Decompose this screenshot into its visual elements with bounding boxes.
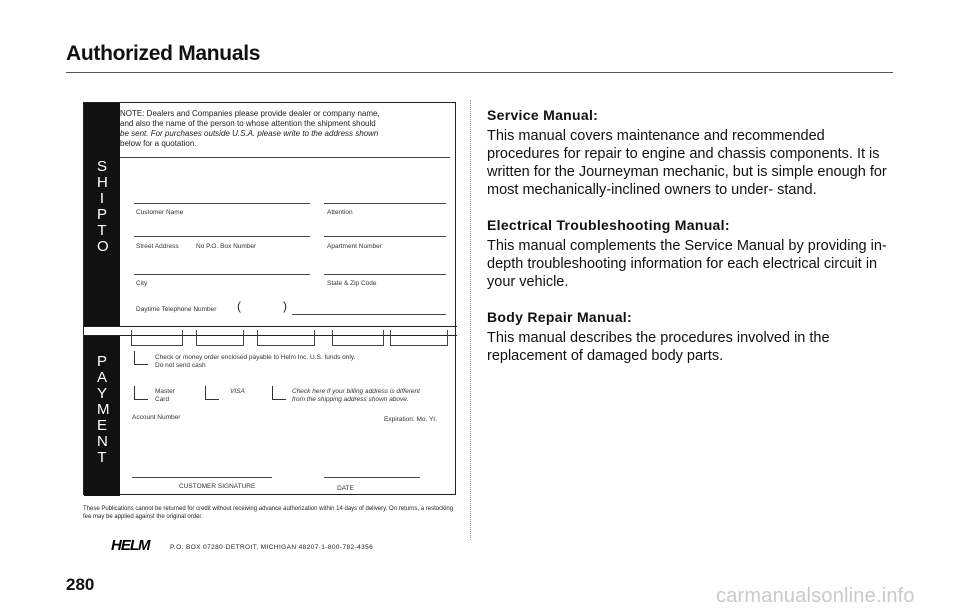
apartment-number-field[interactable]	[324, 236, 446, 237]
attention-label: Attention	[327, 209, 353, 216]
manual-descriptions	[487, 107, 897, 383]
apartment-number-label: Apartment Number	[327, 243, 382, 250]
electrical-manual-section	[487, 217, 897, 291]
electrical-manual-body: This manual complements the Service Manual by providing in-depth troubleshooting information for each electrical circuit in your vehicle.	[487, 238, 887, 290]
account-number-label: Account Number	[132, 414, 181, 421]
visa-checkbox[interactable]	[205, 386, 219, 400]
order-form	[83, 102, 456, 495]
title-rule	[66, 72, 893, 73]
daytime-phone-field[interactable]	[292, 314, 446, 315]
date-field[interactable]	[324, 477, 420, 478]
service-manual-body: This manual covers maintenance and recommended procedures for repair to engine and chassis components. It is written for the Journeyman mechanic, but is simple enough for most mechanically-inclined owners to under- stand.	[487, 128, 887, 198]
mastercard-line: Master	[155, 388, 175, 395]
check-money-order-checkbox[interactable]	[134, 351, 148, 365]
return-policy-footnote: These Publications cannot be returned for credit without receiving advance authorization within 14 days of delivery. On returns, a restocking fee may be applied against the original order.	[83, 506, 454, 520]
ship-to-band-label: SHIP TO	[97, 158, 111, 255]
payment-band	[84, 336, 120, 496]
daytime-phone-label: Daytime Telephone Number	[136, 306, 217, 313]
service-manual-section	[487, 107, 897, 199]
check-line: Check or money order enclosed payable to Helm Inc. U.S. funds only.	[155, 354, 356, 361]
customer-signature-label: CUSTOMER SIGNATURE	[179, 483, 256, 490]
mastercard-checkbox[interactable]	[134, 386, 148, 400]
body-repair-manual-section	[487, 309, 897, 365]
dealer-note	[120, 109, 450, 149]
ship-to-band	[84, 103, 120, 326]
note-line: and also the name of the person to whose attention the shipment should	[120, 119, 376, 128]
note-line: be sent. For purchases outside U.S.A. please write to the address shown	[120, 129, 379, 138]
mastercard-line: Card	[155, 396, 170, 403]
check-money-order-text	[155, 354, 355, 370]
account-number-box-1[interactable]	[131, 330, 183, 346]
mastercard-text	[155, 388, 175, 404]
state-zip-label: State & Zip Code	[327, 280, 377, 287]
body-repair-manual-heading: Body Repair Manual:	[487, 309, 632, 325]
check-line: Do not send cash	[155, 362, 206, 369]
field-line	[120, 157, 450, 158]
city-field[interactable]	[134, 274, 310, 275]
account-number-box-2[interactable]	[196, 330, 244, 346]
expiration-box[interactable]	[390, 330, 448, 346]
customer-signature-field[interactable]	[132, 477, 272, 478]
payment-section	[84, 335, 457, 496]
body-repair-manual-body: This manual describes the procedures involved in the replacement of damaged body parts.	[487, 330, 830, 364]
street-address-field[interactable]	[134, 236, 310, 237]
page-number: 280	[66, 575, 95, 594]
site-watermark: carmanualsonline.info	[716, 585, 915, 607]
area-code-open-paren: (	[237, 299, 241, 313]
column-divider	[470, 100, 471, 540]
customer-name-label: Customer Name	[136, 209, 184, 216]
page-title: Authorized Manuals	[66, 42, 261, 65]
service-manual-heading: Service Manual:	[487, 107, 599, 123]
account-number-box-4[interactable]	[332, 330, 384, 346]
attention-field[interactable]	[324, 203, 446, 204]
expiration-label: Expiration: Mo. Yr.	[384, 416, 437, 423]
visa-label: VISA	[230, 388, 245, 395]
state-zip-field[interactable]	[324, 274, 446, 275]
billing-different-checkbox[interactable]	[272, 386, 286, 400]
payment-band-label: PAYMENT	[97, 353, 110, 466]
helm-logo: HELM	[111, 537, 150, 554]
customer-name-field[interactable]	[134, 203, 310, 204]
account-number-box-3[interactable]	[257, 330, 315, 346]
ship-to-section	[84, 103, 457, 327]
billing-line: from the shipping address shown above.	[292, 396, 409, 403]
note-line: NOTE: Dealers and Companies please provide dealer or company name,	[120, 109, 380, 118]
billing-different-text	[292, 388, 420, 404]
helm-address: P.O. BOX 07280·DETROIT, MICHIGAN 48207·1-800-782-4356	[170, 544, 374, 551]
date-label: DATE	[337, 485, 354, 492]
no-po-box-label: No P.O. Box Number	[196, 243, 257, 250]
street-address-label: Street Address	[136, 243, 179, 250]
billing-line: Check here if your billing address is different	[292, 388, 420, 395]
electrical-manual-heading: Electrical Troubleshooting Manual:	[487, 217, 730, 233]
note-line: below for a quotation.	[120, 139, 197, 148]
city-label: City	[136, 280, 148, 287]
area-code-close-paren: )	[283, 299, 287, 313]
